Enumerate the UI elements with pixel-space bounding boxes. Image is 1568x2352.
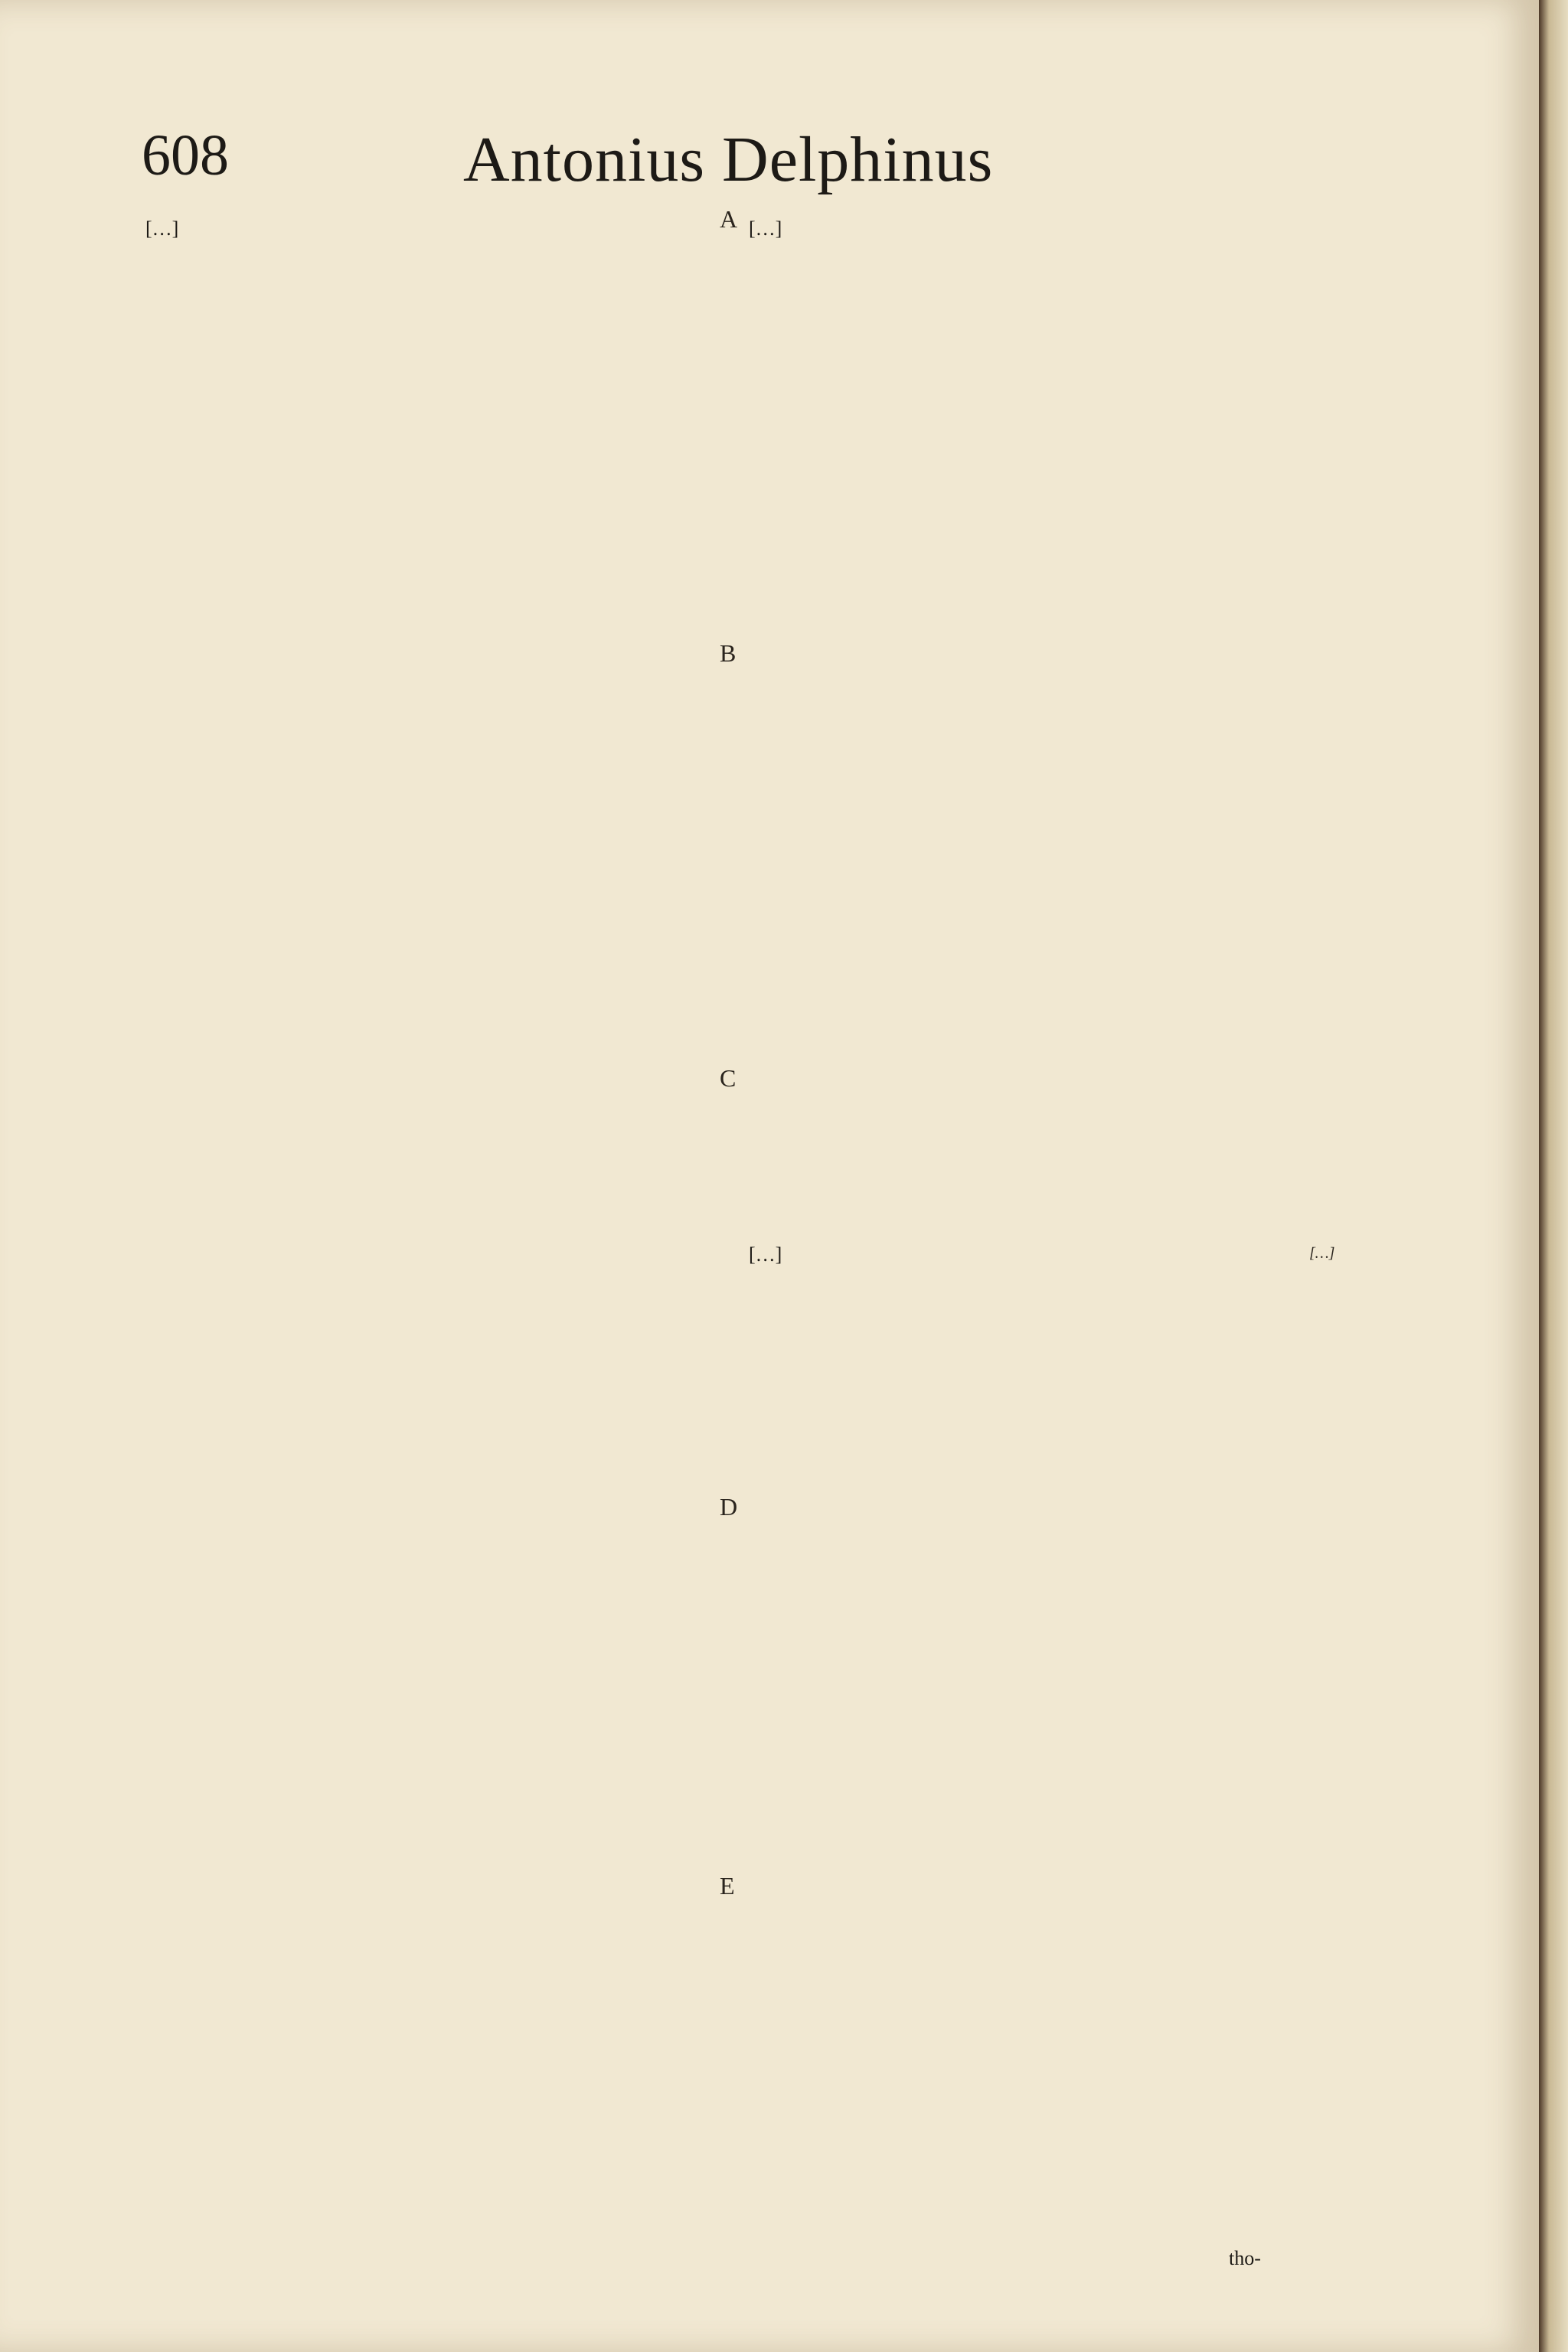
section-marker-a: A xyxy=(720,205,738,233)
left-column-text: […] xyxy=(145,217,179,240)
marginal-note: […] xyxy=(1309,1245,1335,1262)
page-number: 608 xyxy=(142,123,229,188)
section-marker-d: D xyxy=(720,1493,738,1521)
facing-page-edge xyxy=(1539,0,1568,2352)
running-title: Antonius Delphinus xyxy=(463,124,994,195)
section-marker-e: E xyxy=(720,1872,735,1900)
catchword: tho- xyxy=(1229,2247,1261,2269)
section-marker-b: B xyxy=(720,639,737,667)
page-header xyxy=(142,122,1290,214)
right-column-lower-text: […] xyxy=(749,1243,782,1266)
section-marker-c: C xyxy=(720,1064,737,1092)
right-column-upper-text: […] xyxy=(749,217,782,240)
